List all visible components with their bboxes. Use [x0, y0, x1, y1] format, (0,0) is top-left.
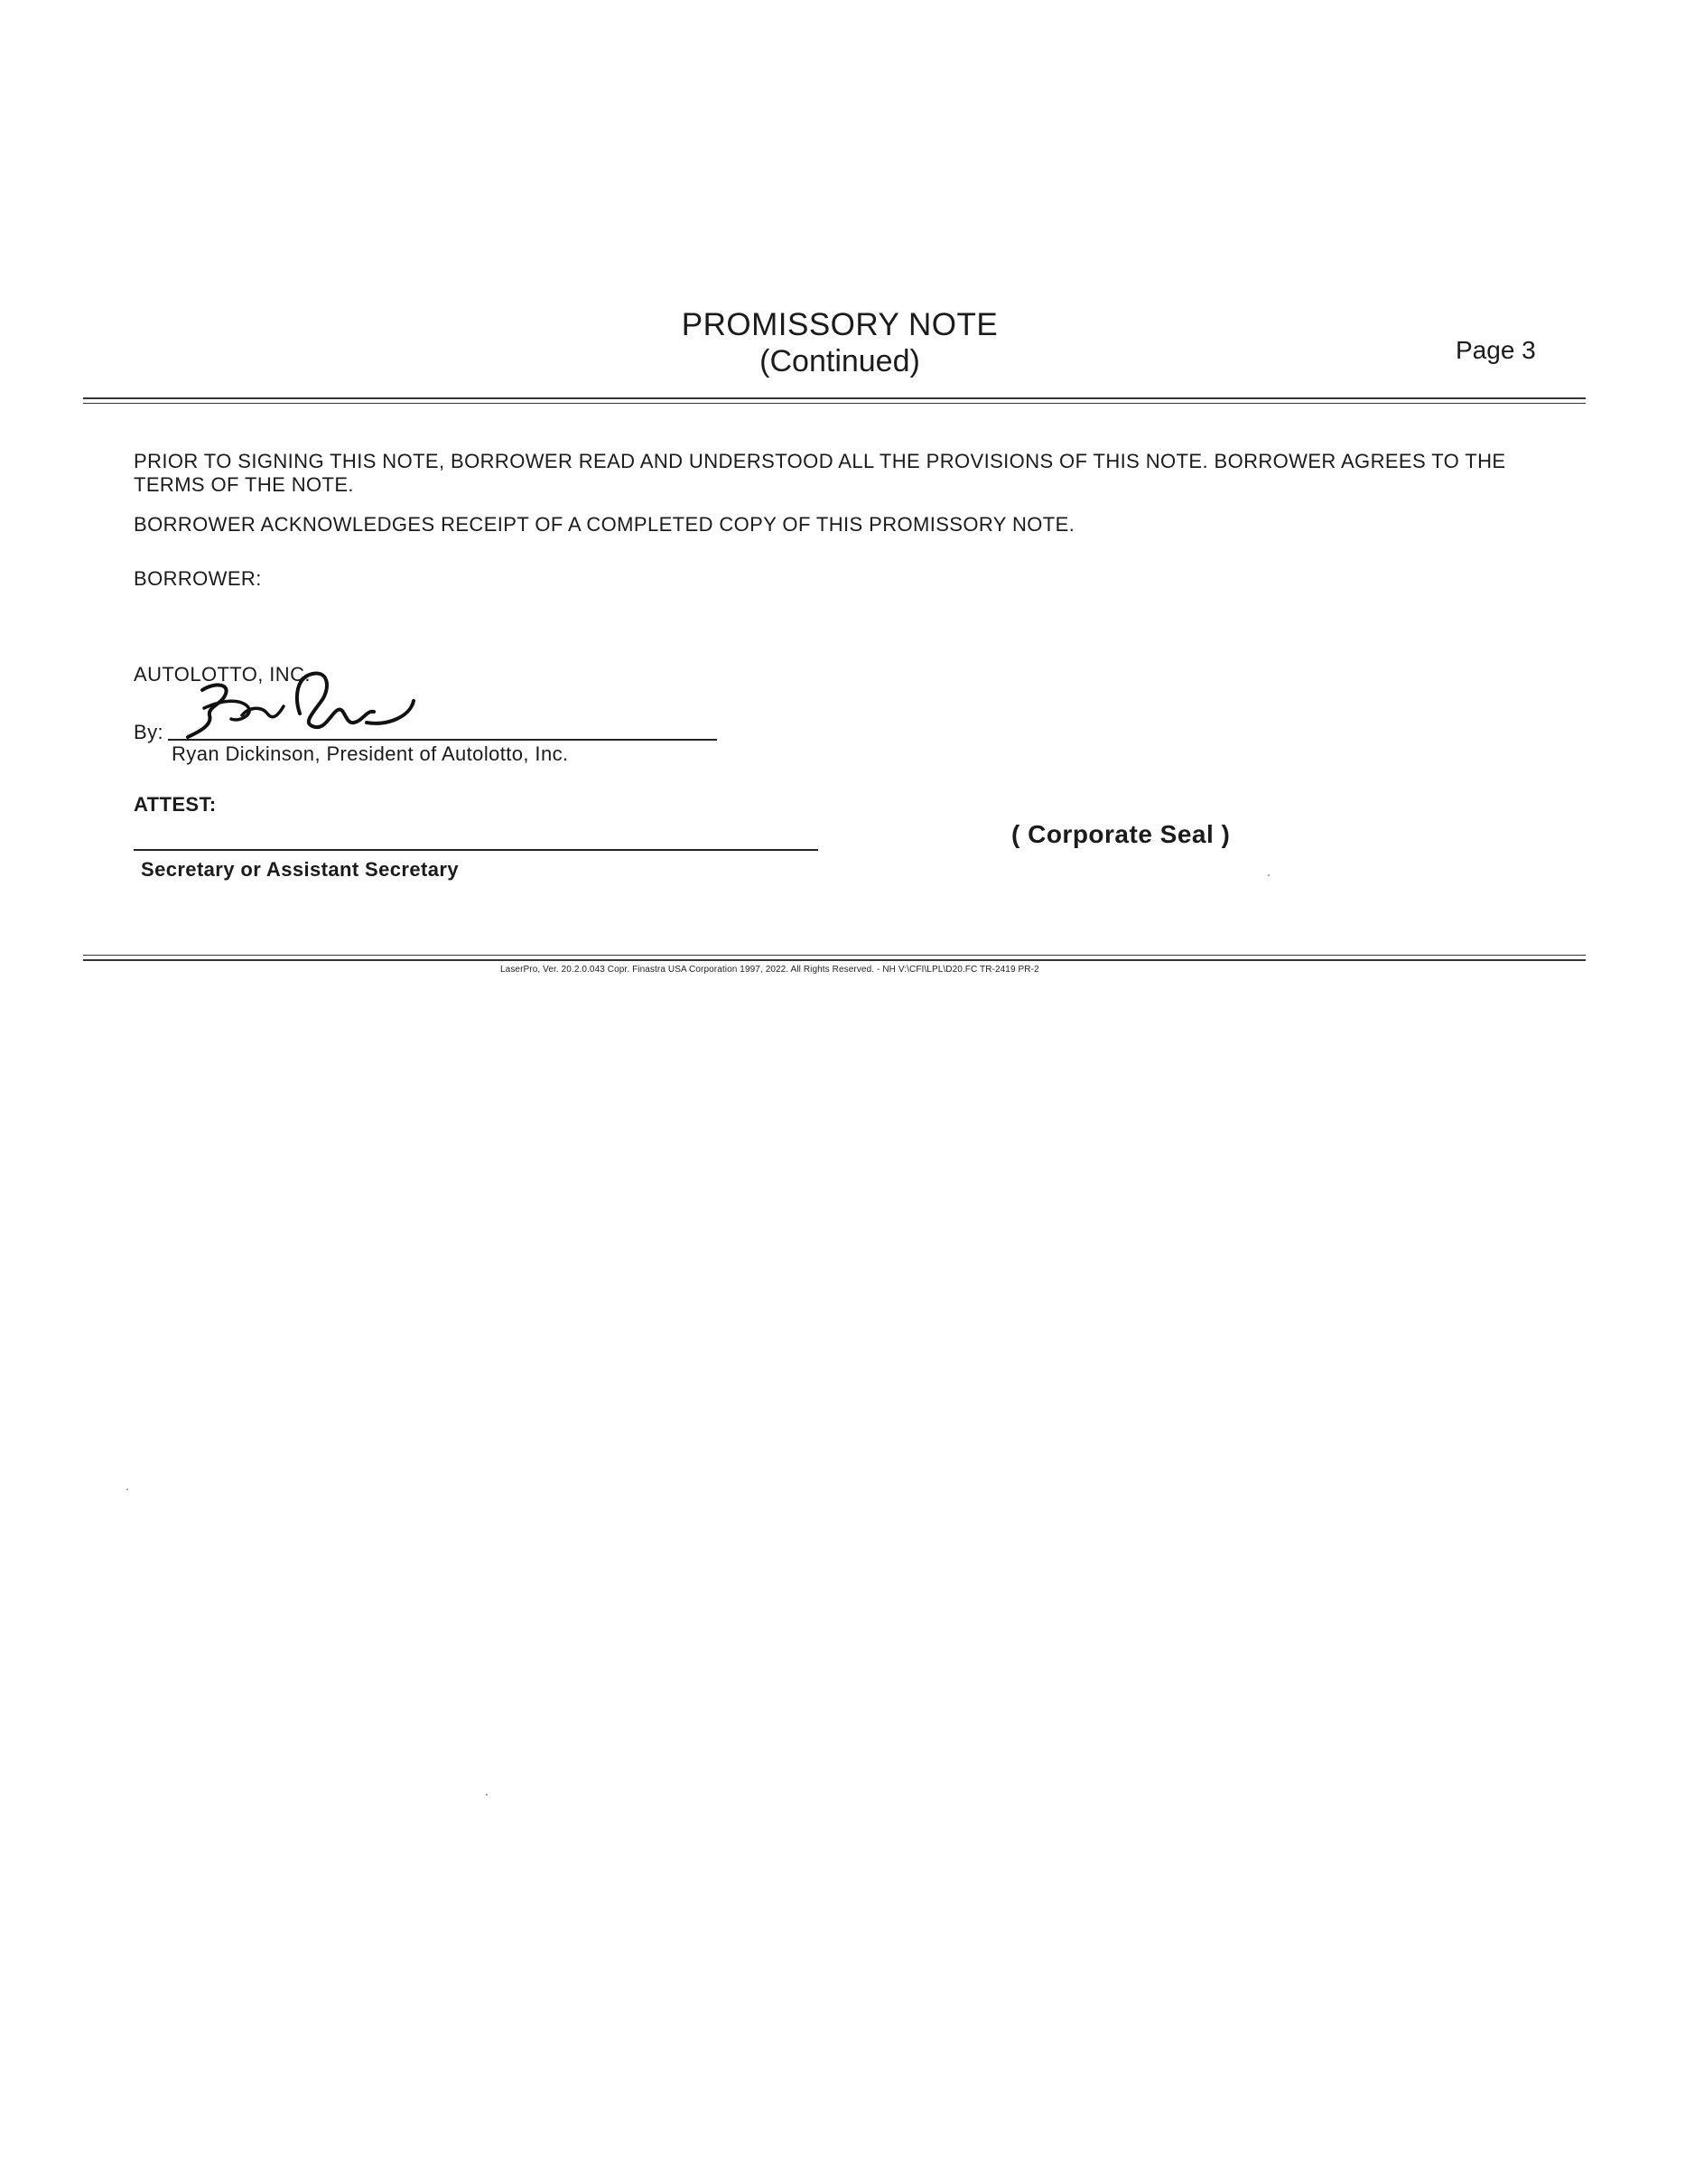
signer-name-title: Ryan Dickinson, President of Autolotto, Inc. — [172, 742, 569, 765]
title-block — [632, 307, 1047, 379]
handwritten-signature — [177, 670, 421, 751]
borrower-label: BORROWER: — [134, 567, 262, 590]
footer-rule-top — [83, 955, 1586, 956]
scan-speck — [1268, 874, 1270, 876]
document-title: PROMISSORY NOTE — [681, 307, 999, 342]
attest-label: ATTEST: — [134, 793, 217, 816]
scan-speck — [126, 1489, 128, 1490]
page-number: Page 3 — [1456, 336, 1536, 364]
receipt-text: BORROWER ACKNOWLEDGES RECEIPT OF A COMPLETED COPY OF THIS PROMISSORY NOTE. — [134, 513, 1075, 536]
secretary-label: Secretary or Assistant Secretary — [141, 858, 459, 881]
corporate-seal-label: ( Corporate Seal ) — [1011, 820, 1231, 848]
company-name: AUTOLOTTO, INC. — [134, 663, 311, 686]
document-subtitle: (Continued) — [759, 344, 920, 378]
footer-text: LaserPro, Ver. 20.2.0.043 Copr. Finastra USA Corporation 1997, 2022. All Rights Reserved. - NH V:\CFI\LPL\D20.FC TR-2419 PR-2 — [500, 965, 1039, 975]
footer-rule-bottom — [83, 959, 1586, 961]
attest-signature-line — [134, 849, 818, 851]
header-rule-top — [83, 397, 1586, 399]
scan-speck — [486, 1794, 488, 1796]
header-rule-bottom — [83, 403, 1586, 404]
acknowledgment-text: PRIOR TO SIGNING THIS NOTE, BORROWER READ AND UNDERSTOOD ALL THE PROVISIONS OF THIS NOTE. BORROWER AGREES TO THE TERMS OF THE NOTE. — [134, 450, 1506, 496]
by-label: By: — [134, 721, 163, 743]
